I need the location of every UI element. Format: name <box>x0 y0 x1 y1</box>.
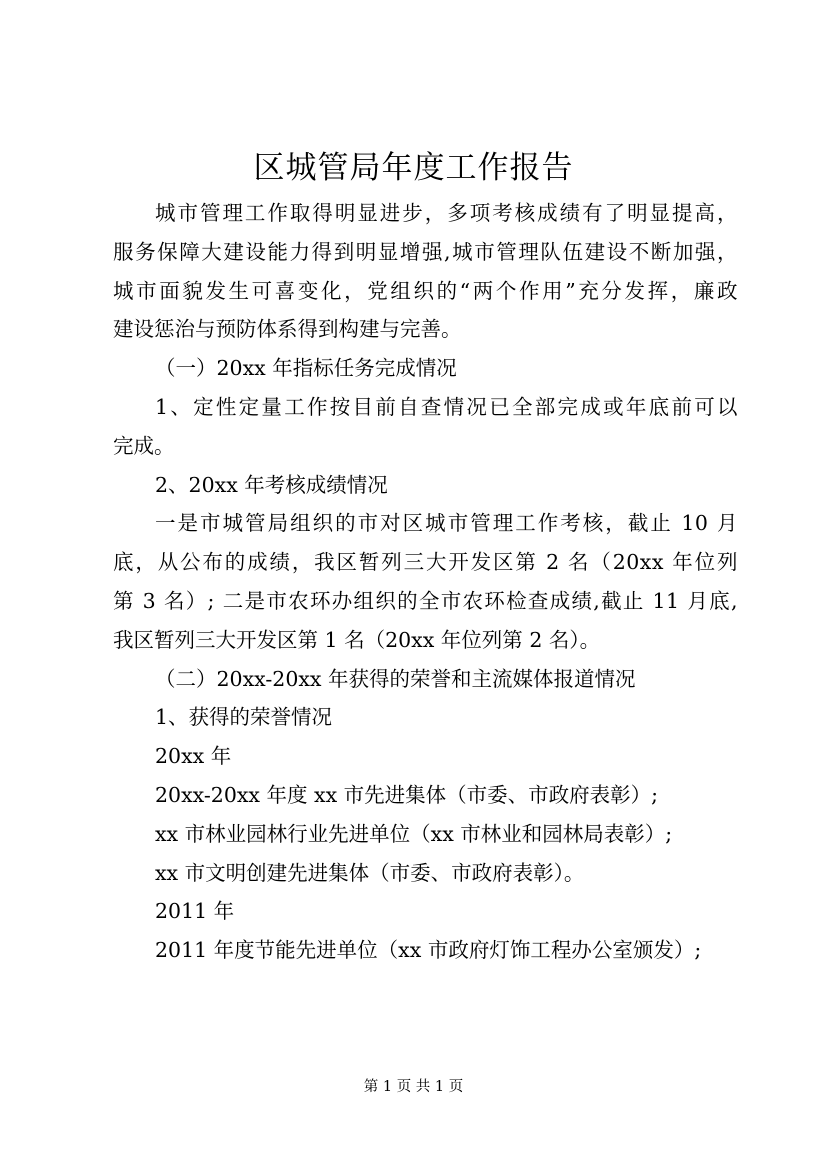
body-text: 一是市城管局组织的市对区城市管理工作考核，截止 10 月 <box>155 511 738 536</box>
body-text: 服务保障大建设能力得到明显增强,城市管理队伍建设不断加强， <box>113 239 738 264</box>
body-text: （一）20xx 年指标任务完成情况 <box>155 356 457 381</box>
body-text: （二）20xx-20xx 年获得的荣誉和主流媒体报道情况 <box>155 666 636 691</box>
document-body <box>113 194 738 970</box>
honor-item <box>113 854 738 893</box>
body-line <box>113 310 738 349</box>
body-line <box>113 504 738 543</box>
body-text: 2011 年 <box>155 899 235 924</box>
body-line <box>113 233 738 272</box>
body-text: 1、定性定量工作按目前自查情况已全部完成或年底前可以 <box>155 394 738 419</box>
body-text: 20xx-20xx 年度 xx 市先进集体（市委、市政府表彰）; <box>155 782 659 807</box>
body-line <box>113 272 738 311</box>
body-text: 底，从公布的成绩，我区暂列三大开发区第 2 名（20xx 年位列 <box>113 550 738 575</box>
section-heading <box>113 349 738 388</box>
body-text: 建设惩治与预防体系得到构建与完善。 <box>113 317 462 342</box>
section-heading <box>113 660 738 699</box>
body-line <box>113 194 738 233</box>
honor-item <box>113 776 738 815</box>
body-text: xx 市林业园林行业先进单位（xx 市林业和园林局表彰）; <box>155 821 673 846</box>
body-text: 2011 年度节能先进单位（xx 市政府灯饰工程办公室颁发）; <box>155 938 702 963</box>
body-text: 2、20xx 年考核成绩情况 <box>155 472 388 497</box>
body-line <box>113 427 738 466</box>
body-text: 我区暂列三大开发区第 1 名（20xx 年位列第 2 名）。 <box>113 627 601 652</box>
body-text: xx 市文明创建先进集体（市委、市政府表彰）。 <box>155 860 585 885</box>
body-line <box>113 388 738 427</box>
year-heading <box>113 737 738 776</box>
body-text: 第 3 名）; 二是市农环办组织的全市农环检查成绩,截止 11 月底, <box>113 588 738 613</box>
body-line <box>113 582 738 621</box>
body-line <box>113 543 738 582</box>
body-text: 城市管理工作取得明显进步，多项考核成绩有了明显提高， <box>155 201 738 225</box>
document-title: 区城管局年度工作报告 <box>253 150 574 186</box>
body-text: 20xx 年 <box>155 744 232 769</box>
honor-item <box>113 815 738 854</box>
body-text: 城市面貌发生可喜变化，党组织的“两个作用”充分发挥，廉政 <box>113 278 738 303</box>
honor-item <box>113 931 738 970</box>
body-line <box>113 621 738 660</box>
body-text: 1、获得的荣誉情况 <box>155 705 333 730</box>
page-footer: 第 1 页 共 1 页 <box>363 1079 464 1095</box>
year-heading <box>113 892 738 931</box>
subsection-heading <box>113 466 738 505</box>
body-text: 完成。 <box>113 433 175 458</box>
subsection-heading <box>113 698 738 737</box>
